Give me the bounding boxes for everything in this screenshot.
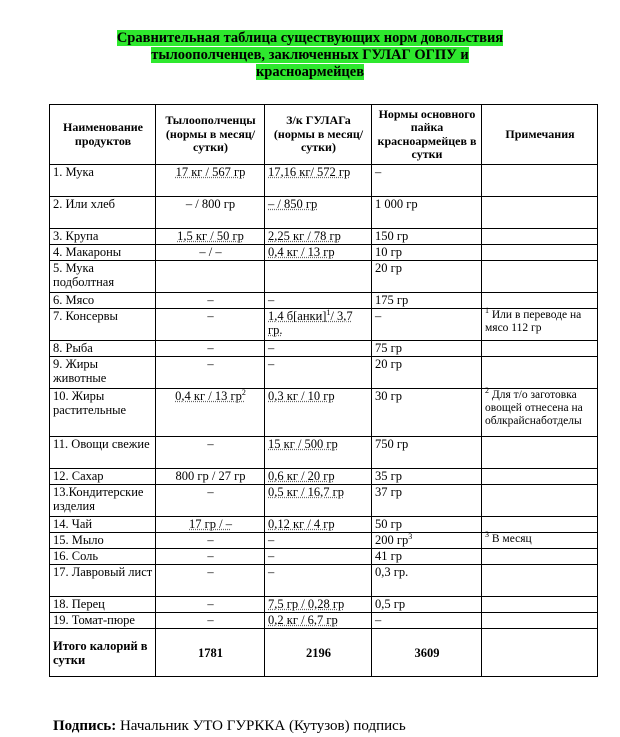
gulag-norm xyxy=(265,357,372,389)
red-army-norm xyxy=(372,485,482,517)
tyloopolchentsy-norm xyxy=(156,469,265,485)
total-tyloopolchentsy xyxy=(156,629,265,677)
tyloopolchentsy-norm-text: – xyxy=(207,357,214,371)
gulag-norm xyxy=(265,485,372,517)
note-cell xyxy=(482,469,598,485)
product-name-text: 15. Мыло xyxy=(53,533,104,547)
gulag-norm-text: 17,16 кг/ 572 гр xyxy=(268,165,351,179)
tyloopolchentsy-norm xyxy=(156,597,265,613)
norms-table xyxy=(49,104,598,677)
signature-label: Подпись: xyxy=(53,718,117,734)
note-cell xyxy=(482,549,598,565)
red-army-norm xyxy=(372,197,482,229)
gulag-norm xyxy=(265,565,372,597)
gulag-norm-text: – xyxy=(268,293,275,307)
note-cell xyxy=(482,485,598,517)
header-tyloopolchentsy: Тылоополченцы (нормы в месяц/ сутки) xyxy=(156,105,265,165)
tyloopolchentsy-norm xyxy=(156,309,265,341)
table-row xyxy=(50,341,598,357)
gulag-norm-text: 0,4 кг / 13 гр xyxy=(268,245,335,259)
gulag-norm xyxy=(265,341,372,357)
note-cell xyxy=(482,197,598,229)
note-cell xyxy=(482,306,598,341)
table-row xyxy=(50,261,598,293)
red-army-norm-text: 20 гр xyxy=(375,357,403,371)
note-cell xyxy=(482,341,598,357)
product-name-text: 10. Жиры растительные xyxy=(53,389,127,417)
tyloopolchentsy-norm xyxy=(156,229,265,245)
product-name xyxy=(50,245,156,261)
product-name xyxy=(50,613,156,629)
table-row xyxy=(50,517,598,533)
red-army-norm-text: 150 гр xyxy=(375,229,409,243)
tyloopolchentsy-norm xyxy=(156,517,265,533)
red-army-norm-text: – xyxy=(375,309,382,323)
product-name xyxy=(50,165,156,197)
tyloopolchentsy-norm xyxy=(156,261,265,293)
note-cell xyxy=(482,386,598,437)
product-name xyxy=(50,389,156,437)
note-cell xyxy=(482,165,598,197)
product-name xyxy=(50,309,156,341)
red-army-norm-text: 0,5 гр xyxy=(375,597,406,611)
red-army-norm xyxy=(372,597,482,613)
product-name-text: 8. Рыба xyxy=(53,341,93,355)
product-name-text: 9. Жиры животные xyxy=(53,357,107,385)
tyloopolchentsy-norm xyxy=(156,549,265,565)
red-army-norm xyxy=(372,309,482,341)
red-army-norm xyxy=(372,565,482,597)
tyloopolchentsy-norm-text: 0,4 кг / 13 $гр^2$ xyxy=(175,387,246,403)
total-label xyxy=(50,629,156,677)
product-name-text: 19. Томат-пюре xyxy=(53,613,135,627)
note-cell xyxy=(482,437,598,469)
tyloopolchentsy-norm-text: – xyxy=(207,309,214,323)
product-name xyxy=(50,597,156,613)
note-cell xyxy=(482,597,598,613)
title-line-1: Сравнительная таблица существующих норм довольствия xyxy=(116,30,504,46)
tyloopolchentsy-norm-text: – xyxy=(207,597,214,611)
gulag-norm xyxy=(265,469,372,485)
header-red-army: Нормы основного пайка красноармейцев в сутки xyxy=(372,105,482,165)
gulag-norm xyxy=(265,517,372,533)
red-army-norm xyxy=(372,261,482,293)
red-army-norm xyxy=(372,229,482,245)
tyloopolchentsy-norm xyxy=(156,565,265,597)
red-army-norm-text: 20 гр xyxy=(375,261,403,275)
title-line-2: тылоополченцев, заключенных ГУЛАГ ОГПУ и xyxy=(151,47,469,63)
product-name xyxy=(50,565,156,597)
tyloopolchentsy-norm-text: – xyxy=(207,549,214,563)
tyloopolchentsy-norm-text: – xyxy=(207,565,214,579)
gulag-norm xyxy=(265,261,372,293)
gulag-norm xyxy=(265,389,372,437)
gulag-norm xyxy=(265,597,372,613)
gulag-norm-text: – xyxy=(268,549,275,563)
product-name-text: 2. Или хлеб xyxy=(53,197,115,211)
red-army-norm xyxy=(372,469,482,485)
tyloopolchentsy-norm-text: – xyxy=(207,533,214,547)
gulag-norm xyxy=(265,293,372,309)
table-row xyxy=(50,565,598,597)
note-cell-text: $^3$ В месяц xyxy=(485,530,532,545)
product-name xyxy=(50,485,156,517)
gulag-norm-text: 15 кг / 500 гр xyxy=(268,437,338,451)
product-name-text: 7. Консервы xyxy=(53,309,118,323)
product-name xyxy=(50,341,156,357)
red-army-norm-text: 37 гр xyxy=(375,485,403,499)
gulag-norm xyxy=(265,245,372,261)
product-name-text: 18. Перец xyxy=(53,597,105,611)
header-notes: Примечания xyxy=(482,105,598,165)
tyloopolchentsy-norm xyxy=(156,341,265,357)
tyloopolchentsy-norm xyxy=(156,613,265,629)
gulag-norm-text: 0,2 кг / 6,7 гр xyxy=(268,613,338,627)
tyloopolchentsy-norm-text: 1,5 кг / 50 гр xyxy=(177,229,244,243)
gulag-norm-text: 0,5 кг / 16,7 гр xyxy=(268,485,345,499)
gulag-norm-text: – xyxy=(268,533,275,547)
product-name xyxy=(50,229,156,245)
table-row xyxy=(50,197,598,229)
red-army-norm xyxy=(372,341,482,357)
red-army-norm xyxy=(372,293,482,309)
table-row xyxy=(50,485,598,517)
tyloopolchentsy-norm xyxy=(156,197,265,229)
note-cell-text: $^1$ Или в переводе на мясо 112 гр xyxy=(485,306,582,334)
gulag-norm-text: 7,5 гр / 0,28 гр xyxy=(268,597,345,611)
note-cell xyxy=(482,357,598,389)
note-cell xyxy=(482,229,598,245)
gulag-norm-text: 0,3 кг / 10 гр xyxy=(268,389,335,403)
tyloopolchentsy-norm xyxy=(156,357,265,389)
tyloopolchentsy-norm-text: – xyxy=(207,437,214,451)
note-cell xyxy=(482,293,598,309)
red-army-norm xyxy=(372,245,482,261)
product-name-text: 5. Мука подболтная xyxy=(53,261,115,289)
red-army-norm xyxy=(372,533,482,549)
gulag-norm-text: 2,25 кг / 78 гр xyxy=(268,229,341,243)
table-row xyxy=(50,597,598,613)
table-row xyxy=(50,549,598,565)
total-red-army-text: 3609 xyxy=(414,645,440,660)
gulag-norm-text: – xyxy=(268,565,275,579)
gulag-norm-text: – xyxy=(268,341,275,355)
note-cell xyxy=(482,517,598,533)
gulag-norm-text: 0,6 кг / 20 гр xyxy=(268,469,335,483)
tyloopolchentsy-norm-text: – xyxy=(207,293,214,307)
product-name-text: 4. Макароны xyxy=(53,245,122,259)
gulag-norm xyxy=(265,613,372,629)
total-note-empty xyxy=(482,629,598,677)
total-row xyxy=(50,629,598,677)
document-title xyxy=(0,30,620,81)
table-row xyxy=(50,357,598,389)
product-name-text: 3. Крупа xyxy=(53,229,99,243)
gulag-norm-text: – / 850 гр xyxy=(268,197,318,211)
red-army-norm-text: – xyxy=(375,613,382,627)
signature-text: Начальник УТО ГУРККА (Кутузов) подпись xyxy=(119,718,406,734)
total-gulag xyxy=(265,629,372,677)
table-row xyxy=(50,293,598,309)
tyloopolchentsy-norm xyxy=(156,533,265,549)
signature xyxy=(53,718,406,735)
total-tyloopolchentsy-text: 1781 xyxy=(198,645,223,660)
red-army-norm xyxy=(372,357,482,389)
gulag-norm xyxy=(265,197,372,229)
gulag-norm xyxy=(265,437,372,469)
gulag-norm xyxy=(265,549,372,565)
red-army-norm-text: 200 $гр^3$ xyxy=(375,531,413,547)
tyloopolchentsy-norm xyxy=(156,293,265,309)
tyloopolchentsy-norm-text: 17 гр / – xyxy=(189,517,232,531)
note-cell xyxy=(482,613,598,629)
header-products: Наименование продуктов xyxy=(50,105,156,165)
note-cell xyxy=(482,565,598,597)
tyloopolchentsy-norm xyxy=(156,485,265,517)
gulag-norm xyxy=(265,533,372,549)
tyloopolchentsy-norm-text: – / 800 гр xyxy=(185,197,236,211)
header-gulag: З/к ГУЛАГа (нормы в месяц/ сутки) xyxy=(265,105,372,165)
red-army-norm-text: 30 гр xyxy=(375,389,403,403)
gulag-norm xyxy=(265,229,372,245)
table-row xyxy=(50,245,598,261)
product-name xyxy=(50,469,156,485)
red-army-norm-text: – xyxy=(375,165,382,179)
product-name-text: 11. Овощи свежие xyxy=(53,437,150,451)
gulag-norm-text: 0,12 кг / 4 гр xyxy=(268,517,335,531)
note-cell-text: $^2$ Для т/о заготовка овощей отнесена на облкрайснаботделы xyxy=(485,386,583,427)
table-row xyxy=(50,309,598,341)
product-name xyxy=(50,517,156,533)
table-row xyxy=(50,613,598,629)
tyloopolchentsy-norm xyxy=(156,165,265,197)
title-line-3: красноармейцев xyxy=(255,64,365,80)
note-cell xyxy=(482,530,598,549)
table-row xyxy=(50,533,598,549)
red-army-norm-text: 750 гр xyxy=(375,437,409,451)
product-name-text: 13.Кондитерские изделия xyxy=(53,485,144,513)
tyloopolchentsy-norm-text: – xyxy=(207,613,214,627)
red-army-norm xyxy=(372,517,482,533)
tyloopolchentsy-norm xyxy=(156,245,265,261)
product-name xyxy=(50,357,156,389)
product-name xyxy=(50,261,156,293)
tyloopolchentsy-norm xyxy=(156,437,265,469)
tyloopolchentsy-norm xyxy=(156,389,265,437)
red-army-norm xyxy=(372,437,482,469)
red-army-norm-text: 0,3 гр. xyxy=(375,565,409,579)
product-name-text: 17. Лавровый лист xyxy=(53,565,153,579)
note-cell xyxy=(482,261,598,293)
red-army-norm-text: 50 гр xyxy=(375,517,403,531)
red-army-norm xyxy=(372,165,482,197)
gulag-norm-text: – xyxy=(268,357,275,371)
gulag-norm-text: 1,4 б[анки]$^1$/ 3,7 гр. xyxy=(268,307,353,337)
total-gulag-text: 2196 xyxy=(306,645,331,660)
product-name-text: 14. Чай xyxy=(53,517,93,531)
table-row xyxy=(50,469,598,485)
product-name-text: 16. Соль xyxy=(53,549,99,563)
product-name-text: 1. Мука xyxy=(53,165,94,179)
product-name xyxy=(50,293,156,309)
red-army-norm-text: 10 гр xyxy=(375,245,403,259)
gulag-norm xyxy=(265,309,372,341)
product-name xyxy=(50,197,156,229)
tyloopolchentsy-norm-text: – xyxy=(207,485,214,499)
product-name-text: 6. Мясо xyxy=(53,293,95,307)
note-cell xyxy=(482,245,598,261)
product-name xyxy=(50,437,156,469)
red-army-norm-text: 1 000 гр xyxy=(375,197,418,211)
tyloopolchentsy-norm-text: – / – xyxy=(199,245,222,259)
table-row xyxy=(50,389,598,437)
red-army-norm xyxy=(372,613,482,629)
red-army-norm-text: 41 гр xyxy=(375,549,403,563)
red-army-norm-text: 75 гр xyxy=(375,341,403,355)
red-army-norm xyxy=(372,389,482,437)
tyloopolchentsy-norm-text: – xyxy=(207,341,214,355)
red-army-norm-text: 35 гр xyxy=(375,469,403,483)
gulag-norm xyxy=(265,165,372,197)
product-name-text: 12. Сахар xyxy=(53,469,104,483)
red-army-norm xyxy=(372,549,482,565)
tyloopolchentsy-norm-text: 800 гр / 27 гр xyxy=(175,469,246,483)
total-red-army xyxy=(372,629,482,677)
table-row xyxy=(50,437,598,469)
product-name xyxy=(50,549,156,565)
tyloopolchentsy-norm-text: 17 кг / 567 гр xyxy=(175,165,246,179)
total-label-text: Итого калорий в сутки xyxy=(53,638,148,667)
header-row xyxy=(50,105,598,165)
table-row xyxy=(50,165,598,197)
product-name xyxy=(50,533,156,549)
red-army-norm-text: 175 гр xyxy=(375,293,409,307)
table-row xyxy=(50,229,598,245)
